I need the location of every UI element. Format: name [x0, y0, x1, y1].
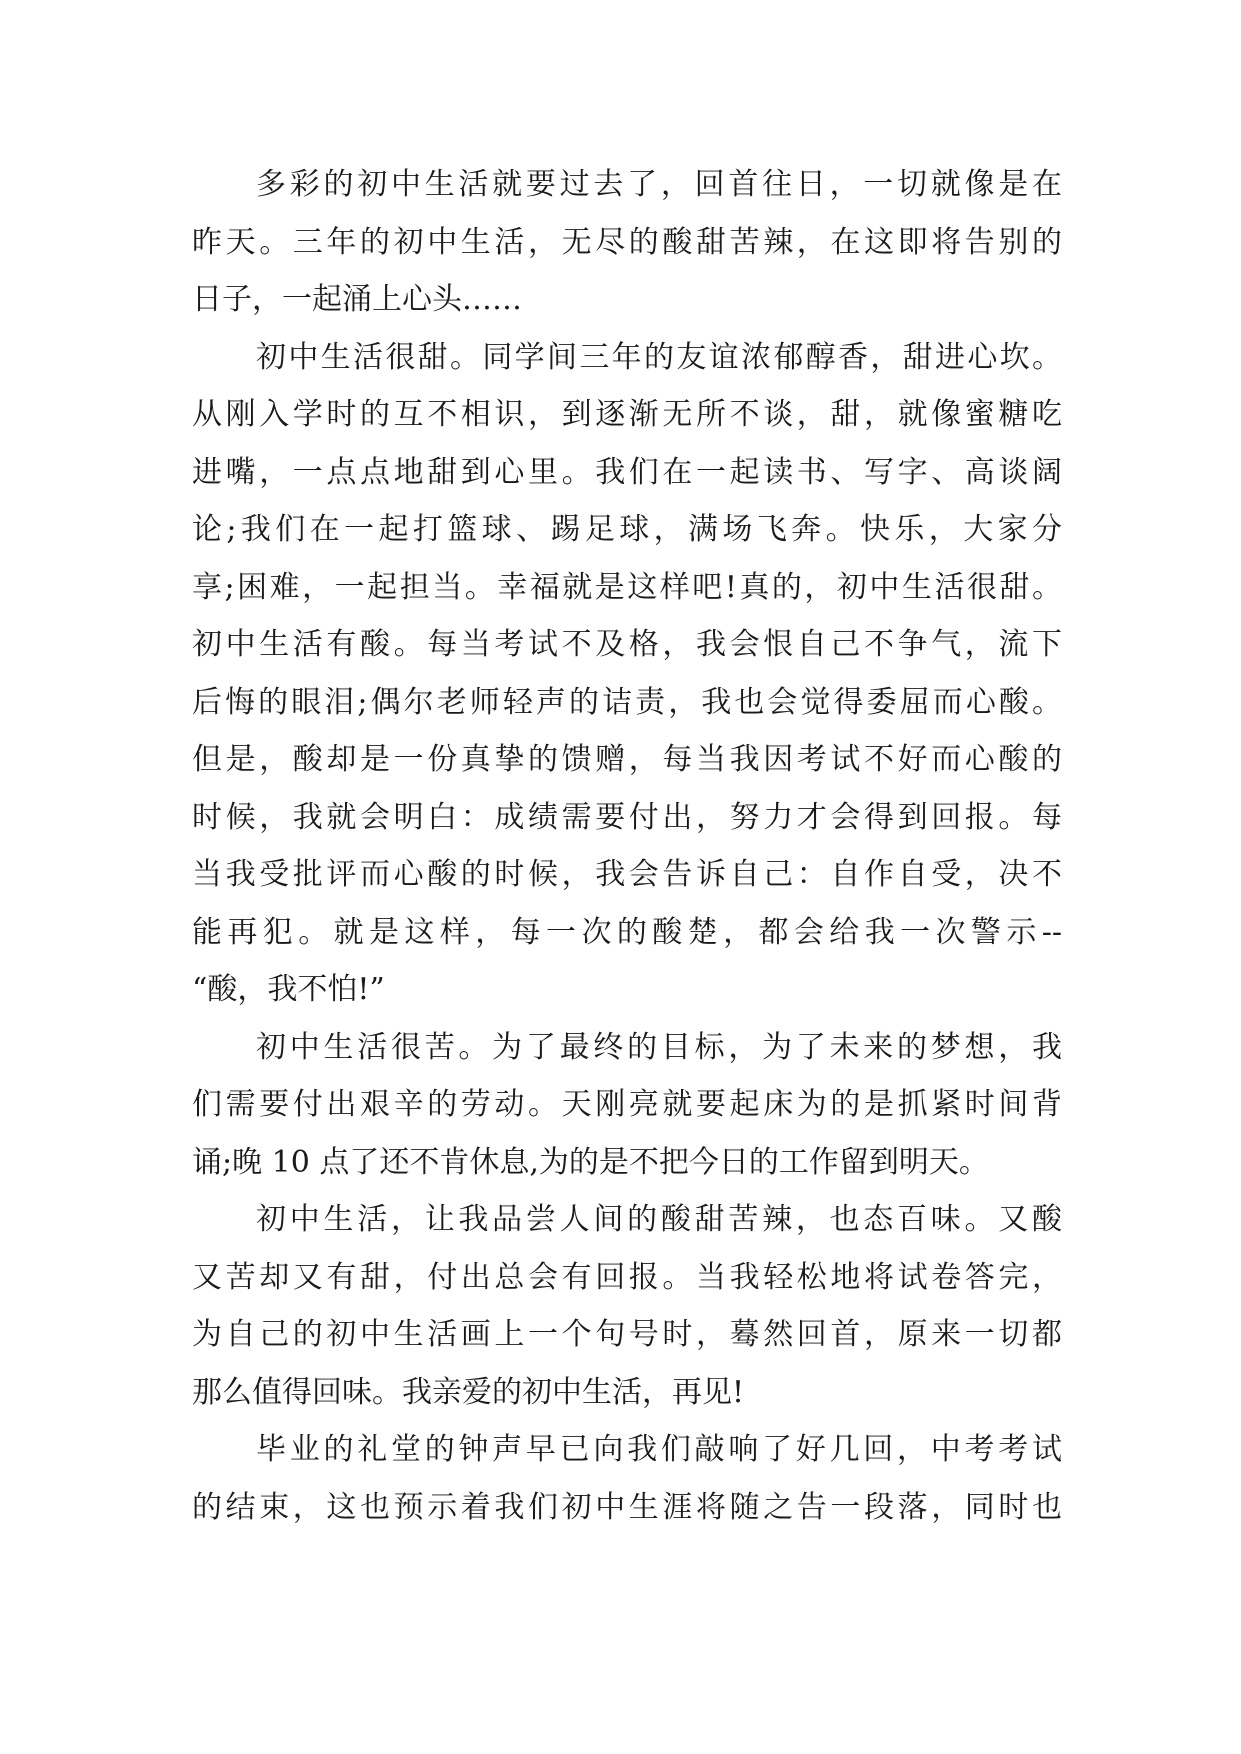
- text-line: 初中生活，让我品尝人间的酸甜苦辣，也态百味。又酸: [256, 1202, 1062, 1237]
- text-line: 昨天。三年的初中生活，无尽的酸甜苦辣，在这即将告别的: [192, 224, 1062, 260]
- text-line: 论;我们在一起打篮球、踢足球，满场飞奔。快乐，大家分: [192, 512, 1062, 547]
- text-line: 诵;晚 10 点了还不肯休息,为的是不把今日的工作留到明天。: [192, 1144, 989, 1180]
- text-line: 时候，我就会明白：成绩需要付出，努力才会得到回报。每: [192, 799, 1062, 835]
- text-line: 能再犯。就是这样，每一次的酸楚，都会给我一次警示--: [192, 914, 1062, 950]
- text-line: 的结束，这也预示着我们初中生涯将随之告一段落，同时也: [192, 1489, 1062, 1525]
- text-line: 又苦却又有甜，付出总会有回报。当我轻松地将试卷答完，: [192, 1259, 1062, 1295]
- text-line: 初中生活有酸。每当考试不及格，我会恨自己不争气，流下: [192, 627, 1062, 662]
- text-line: 那么值得回味。我亲爱的初中生活，再见!: [192, 1374, 745, 1410]
- text-line: 为自己的初中生活画上一个句号时，蓦然回首，原来一切都: [192, 1317, 1062, 1352]
- text-line: 初中生活很甜。同学间三年的友谊浓郁醇香，甜进心坎。: [256, 339, 1062, 375]
- text-line: 多彩的初中生活就要过去了，回首往日，一切就像是在: [256, 167, 1062, 202]
- text-line: 们需要付出艰辛的劳动。天刚亮就要起床为的是抓紧时间背: [192, 1087, 1062, 1122]
- body-text: [192, 156, 1062, 1536]
- text-line: 当我受批评而心酸的时候，我会告诉自己：自作自受，决不: [192, 857, 1062, 892]
- text-line: 进嘴，一点点地甜到心里。我们在一起读书、写字、高谈阔: [192, 454, 1062, 490]
- text-line: 毕业的礼堂的钟声早已向我们敲响了好几回，中考考试: [256, 1432, 1062, 1467]
- text-line: 初中生活很苦。为了最终的目标，为了未来的梦想，我: [256, 1029, 1062, 1065]
- text-line: 日子，一起涌上心头……: [192, 282, 522, 317]
- text-line: 从刚入学时的互不相识，到逐渐无所不谈，甜，就像蜜糖吃: [192, 397, 1062, 432]
- text-line: “酸，我不怕!”: [192, 972, 385, 1007]
- text-line: 后悔的眼泪;偶尔老师轻声的诘责，我也会觉得委屈而心酸。: [192, 684, 1062, 720]
- text-line: 但是，酸却是一份真挚的馈赠，每当我因考试不好而心酸的: [192, 742, 1062, 777]
- text-line: 享;困难，一起担当。幸福就是这样吧!真的，初中生活很甜。: [192, 569, 1062, 605]
